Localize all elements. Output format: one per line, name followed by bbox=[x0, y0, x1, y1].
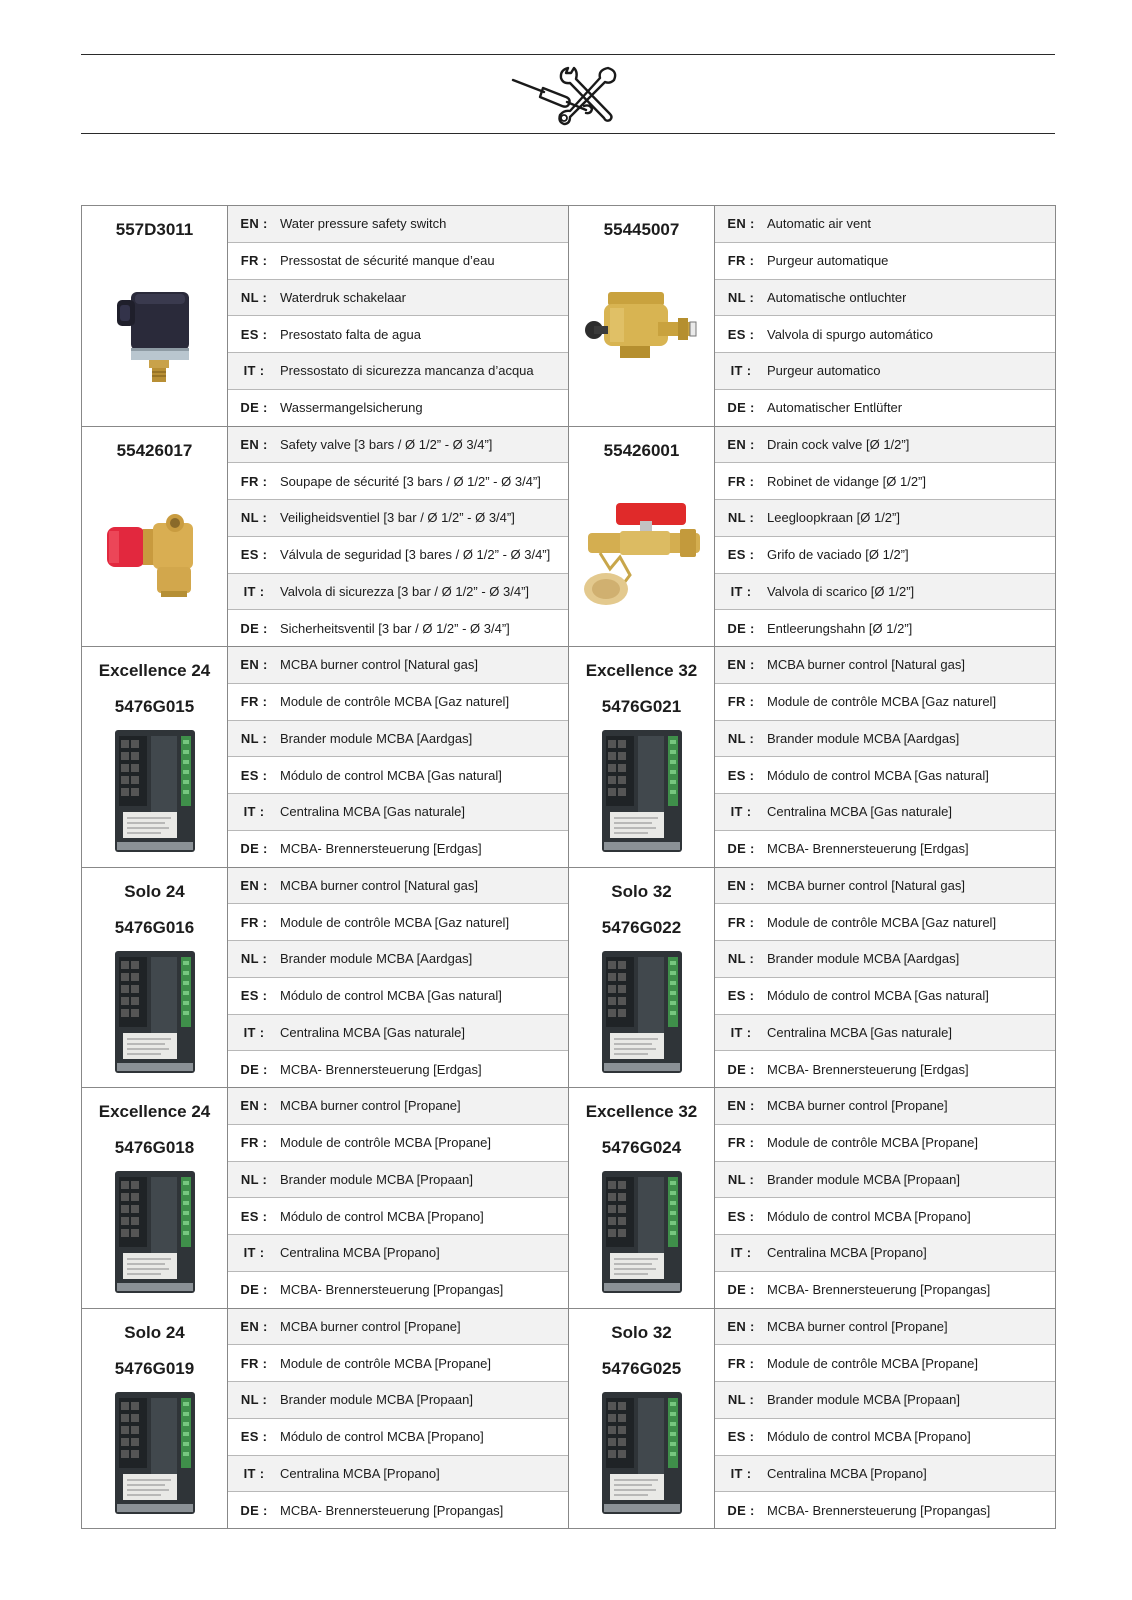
part-number: 5476G018 bbox=[114, 1138, 195, 1157]
translation-row bbox=[228, 610, 568, 646]
language-code: FR : bbox=[727, 694, 755, 710]
translation-list bbox=[715, 1088, 1055, 1308]
part-block bbox=[569, 427, 1056, 648]
translation-row bbox=[715, 721, 1055, 758]
part-description: Waterdruk schakelaar bbox=[280, 289, 406, 305]
translation-list bbox=[228, 647, 568, 867]
translation-list bbox=[228, 868, 568, 1088]
translation-row bbox=[228, 243, 568, 280]
part-block bbox=[569, 1088, 1056, 1309]
translation-row bbox=[715, 868, 1055, 905]
part-cell bbox=[82, 1309, 228, 1529]
control-board-icon bbox=[569, 1382, 714, 1529]
translation-row bbox=[228, 1015, 568, 1052]
safety-valve-icon bbox=[82, 464, 227, 647]
language-code: IT : bbox=[243, 1024, 265, 1040]
translation-row bbox=[715, 684, 1055, 721]
language-code: NL : bbox=[727, 951, 755, 967]
language-code: ES : bbox=[727, 1429, 755, 1445]
language-code: ES : bbox=[727, 767, 755, 783]
part-description: Módulo de control MCBA [Propano] bbox=[767, 1208, 971, 1224]
translation-row bbox=[715, 610, 1055, 646]
part-number: 55445007 bbox=[603, 220, 680, 239]
part-cell bbox=[82, 647, 228, 867]
translation-row bbox=[228, 427, 568, 464]
part-description: Centralina MCBA [Propano] bbox=[280, 1245, 440, 1261]
language-code: NL : bbox=[727, 1171, 755, 1187]
part-description: Brander module MCBA [Propaan] bbox=[280, 1171, 473, 1187]
language-code: EN : bbox=[727, 1098, 755, 1114]
language-code: NL : bbox=[240, 951, 268, 967]
part-description: Centralina MCBA [Gas naturale] bbox=[280, 804, 465, 820]
part-description: MCBA- Brennersteuerung [Propangas] bbox=[767, 1282, 991, 1298]
translation-list bbox=[228, 1309, 568, 1529]
translation-row bbox=[715, 1272, 1055, 1308]
part-block bbox=[82, 206, 569, 427]
part-description: MCBA- Brennersteuerung [Erdgas] bbox=[767, 841, 969, 857]
translation-row bbox=[228, 794, 568, 831]
translation-row bbox=[228, 206, 568, 243]
part-number: 5476G016 bbox=[114, 917, 195, 937]
model-name: Solo 32 bbox=[611, 881, 672, 901]
translation-row bbox=[228, 1162, 568, 1199]
translation-list bbox=[715, 1309, 1055, 1529]
language-code: IT : bbox=[243, 583, 265, 599]
part-description: Brander module MCBA [Aardgas] bbox=[767, 951, 960, 967]
part-description: Brander module MCBA [Aardgas] bbox=[280, 730, 473, 746]
part-description: Brander module MCBA [Propaan] bbox=[280, 1392, 473, 1408]
part-description: MCBA burner control [Natural gas] bbox=[767, 877, 965, 893]
translation-row bbox=[228, 463, 568, 500]
language-code: DE : bbox=[240, 400, 268, 416]
translation-row bbox=[715, 1419, 1055, 1456]
translation-list bbox=[228, 1088, 568, 1308]
language-code: ES : bbox=[240, 767, 268, 783]
control-board-icon bbox=[82, 1382, 227, 1529]
part-description: Módulo de control MCBA [Gas natural] bbox=[280, 988, 502, 1004]
part-description: Módulo de control MCBA [Propano] bbox=[280, 1429, 484, 1445]
part-cell bbox=[569, 206, 715, 426]
language-code: FR : bbox=[727, 914, 755, 930]
translation-row bbox=[715, 1456, 1055, 1493]
translation-row bbox=[715, 1162, 1055, 1199]
language-code: DE : bbox=[240, 1061, 268, 1077]
language-code: ES : bbox=[240, 1208, 268, 1224]
part-description: Veiligheidsventiel [3 bar / Ø 1/2” - Ø 3/4”] bbox=[280, 510, 515, 526]
language-code: FR : bbox=[727, 473, 755, 489]
translation-row bbox=[715, 316, 1055, 353]
language-code: DE : bbox=[240, 1502, 268, 1518]
translation-row bbox=[228, 868, 568, 905]
language-code: FR : bbox=[727, 253, 755, 269]
translation-row bbox=[228, 1419, 568, 1456]
language-code: DE : bbox=[240, 1282, 268, 1298]
part-description: Water pressure safety switch bbox=[280, 216, 447, 232]
part-description: Robinet de vidange [Ø 1/2”] bbox=[767, 473, 926, 489]
language-code: IT : bbox=[730, 804, 752, 820]
language-code: DE : bbox=[240, 620, 268, 636]
translation-row bbox=[228, 1456, 568, 1493]
language-code: IT : bbox=[243, 363, 265, 379]
language-code: EN : bbox=[727, 877, 755, 893]
part-number: 5476G024 bbox=[601, 1138, 682, 1157]
language-code: EN : bbox=[240, 436, 268, 452]
part-description: Safety valve [3 bars / Ø 1/2” - Ø 3/4”] bbox=[280, 436, 493, 452]
model-name: Solo 24 bbox=[124, 881, 185, 901]
translation-row bbox=[228, 1088, 568, 1125]
translation-row bbox=[228, 1198, 568, 1235]
part-description: Leegloopkraan [Ø 1/2”] bbox=[767, 510, 900, 526]
part-number: 5476G021 bbox=[601, 697, 682, 716]
language-code: EN : bbox=[727, 216, 755, 232]
control-board-icon bbox=[82, 1161, 227, 1308]
translation-row bbox=[715, 1125, 1055, 1162]
language-code: ES : bbox=[727, 988, 755, 1004]
language-code: FR : bbox=[240, 694, 268, 710]
part-cell bbox=[82, 868, 228, 1088]
language-code: NL : bbox=[240, 730, 268, 746]
part-cell bbox=[82, 427, 228, 647]
spare-parts-table bbox=[81, 205, 1056, 1529]
language-code: EN : bbox=[727, 1318, 755, 1334]
language-code: FR : bbox=[727, 1355, 755, 1371]
language-code: EN : bbox=[240, 1318, 268, 1334]
language-code: EN : bbox=[240, 877, 268, 893]
translation-row bbox=[228, 941, 568, 978]
part-description: MCBA burner control [Propane] bbox=[280, 1098, 461, 1114]
part-cell bbox=[82, 1088, 228, 1308]
part-description: Module de contrôle MCBA [Gaz naturel] bbox=[280, 694, 510, 710]
pressure-switch-icon bbox=[82, 243, 227, 426]
translation-list bbox=[715, 427, 1055, 647]
part-description: Entleerungshahn [Ø 1/2”] bbox=[767, 620, 913, 636]
translation-row bbox=[228, 1492, 568, 1528]
translation-row bbox=[228, 500, 568, 537]
translation-row bbox=[715, 831, 1055, 867]
part-description: Módulo de control MCBA [Propano] bbox=[767, 1429, 971, 1445]
translation-row bbox=[715, 978, 1055, 1015]
language-code: NL : bbox=[727, 289, 755, 305]
part-description: MCBA burner control [Propane] bbox=[767, 1098, 948, 1114]
language-code: NL : bbox=[727, 730, 755, 746]
control-board-icon bbox=[569, 941, 714, 1088]
translation-row bbox=[228, 1382, 568, 1419]
part-description: Centralina MCBA [Propano] bbox=[280, 1465, 440, 1481]
translation-row bbox=[715, 647, 1055, 684]
part-description: Grifo de vaciado [Ø 1/2”] bbox=[767, 547, 909, 563]
language-code: IT : bbox=[730, 1024, 752, 1040]
translation-row bbox=[715, 1345, 1055, 1382]
header-rule-bottom bbox=[81, 133, 1055, 134]
translation-list bbox=[228, 427, 568, 647]
part-description: Module de contrôle MCBA [Propane] bbox=[767, 1355, 979, 1371]
header-rule-top bbox=[81, 54, 1055, 55]
model-name: Solo 32 bbox=[611, 1322, 672, 1342]
language-code: ES : bbox=[727, 326, 755, 342]
part-description: Module de contrôle MCBA [Gaz naturel] bbox=[767, 694, 997, 710]
part-block bbox=[569, 1309, 1056, 1530]
model-name: Excellence 32 bbox=[585, 1102, 698, 1121]
model-name: Excellence 24 bbox=[98, 661, 211, 680]
part-description: MCBA burner control [Natural gas] bbox=[280, 657, 478, 673]
language-code: IT : bbox=[730, 363, 752, 379]
language-code: NL : bbox=[240, 1171, 268, 1187]
translation-row bbox=[228, 1125, 568, 1162]
part-description: MCBA- Brennersteuerung [Erdgas] bbox=[280, 1061, 482, 1077]
language-code: FR : bbox=[240, 914, 268, 930]
part-number: 55426017 bbox=[116, 440, 193, 460]
language-code: DE : bbox=[727, 1282, 755, 1298]
part-block bbox=[82, 868, 569, 1089]
control-board-icon bbox=[82, 941, 227, 1088]
part-description: Automatische ontluchter bbox=[767, 289, 907, 305]
part-description: Centralina MCBA [Gas naturale] bbox=[280, 1024, 465, 1040]
translation-row bbox=[715, 941, 1055, 978]
part-description: MCBA burner control [Natural gas] bbox=[280, 877, 478, 893]
language-code: FR : bbox=[240, 1135, 268, 1151]
language-code: IT : bbox=[243, 804, 265, 820]
part-description: MCBA- Brennersteuerung [Propangas] bbox=[280, 1282, 504, 1298]
language-code: NL : bbox=[240, 510, 268, 526]
translation-row bbox=[715, 1051, 1055, 1087]
language-code: DE : bbox=[727, 400, 755, 416]
translation-list bbox=[715, 647, 1055, 867]
language-code: NL : bbox=[727, 510, 755, 526]
part-description: Brander module MCBA [Aardgas] bbox=[767, 730, 960, 746]
wrench-screwdriver-icon bbox=[510, 62, 626, 130]
part-description: MCBA burner control [Natural gas] bbox=[767, 657, 965, 673]
language-code: EN : bbox=[240, 1098, 268, 1114]
translation-row bbox=[228, 721, 568, 758]
language-code: EN : bbox=[240, 657, 268, 673]
part-description: Módulo de control MCBA [Gas natural] bbox=[280, 767, 502, 783]
translation-row bbox=[228, 757, 568, 794]
part-block bbox=[82, 1309, 569, 1530]
part-cell bbox=[569, 1309, 715, 1529]
language-code: ES : bbox=[240, 988, 268, 1004]
part-description: MCBA- Brennersteuerung [Erdgas] bbox=[767, 1061, 969, 1077]
language-code: ES : bbox=[240, 1429, 268, 1445]
part-description: Centralina MCBA [Gas naturale] bbox=[767, 1024, 952, 1040]
control-board-icon bbox=[569, 720, 714, 867]
language-code: EN : bbox=[240, 216, 268, 232]
language-code: ES : bbox=[727, 1208, 755, 1224]
part-description: Módulo de control MCBA [Gas natural] bbox=[767, 767, 989, 783]
language-code: DE : bbox=[727, 1061, 755, 1077]
translation-row bbox=[715, 353, 1055, 390]
part-description: Module de contrôle MCBA [Gaz naturel] bbox=[767, 914, 997, 930]
translation-list bbox=[715, 206, 1055, 426]
language-code: DE : bbox=[240, 841, 268, 857]
language-code: FR : bbox=[240, 1355, 268, 1371]
translation-row bbox=[228, 831, 568, 867]
translation-row bbox=[228, 1309, 568, 1346]
translation-row bbox=[715, 1235, 1055, 1272]
language-code: NL : bbox=[727, 1392, 755, 1408]
translation-row bbox=[715, 500, 1055, 537]
part-description: Módulo de control MCBA [Gas natural] bbox=[767, 988, 989, 1004]
part-description: Automatischer Entlüfter bbox=[767, 400, 903, 416]
drain-cock-icon bbox=[569, 464, 714, 647]
part-description: Brander module MCBA [Aardgas] bbox=[280, 951, 473, 967]
translation-row bbox=[715, 463, 1055, 500]
part-cell bbox=[569, 1088, 715, 1308]
language-code: DE : bbox=[727, 1502, 755, 1518]
language-code: DE : bbox=[727, 841, 755, 857]
translation-row bbox=[228, 684, 568, 721]
part-cell bbox=[569, 868, 715, 1088]
part-description: MCBA- Brennersteuerung [Propangas] bbox=[280, 1502, 504, 1518]
translation-row bbox=[228, 537, 568, 574]
translation-row bbox=[228, 978, 568, 1015]
translation-row bbox=[715, 243, 1055, 280]
translation-list bbox=[228, 206, 568, 426]
translation-row bbox=[715, 757, 1055, 794]
control-board-icon bbox=[82, 720, 227, 867]
part-description: Centralina MCBA [Propano] bbox=[767, 1245, 927, 1261]
translation-row bbox=[715, 390, 1055, 426]
translation-row bbox=[715, 427, 1055, 464]
translation-row bbox=[228, 280, 568, 317]
translation-row bbox=[715, 280, 1055, 317]
translation-row bbox=[715, 1088, 1055, 1125]
part-description: Sicherheitsventil [3 bar / Ø 1/2” - Ø 3/4”] bbox=[280, 620, 510, 636]
part-description: Brander module MCBA [Propaan] bbox=[767, 1171, 960, 1187]
part-description: Centralina MCBA [Propano] bbox=[767, 1465, 927, 1481]
part-block bbox=[569, 206, 1056, 427]
language-code: NL : bbox=[240, 1392, 268, 1408]
translation-row bbox=[715, 1492, 1055, 1528]
part-description: Automatic air vent bbox=[767, 216, 872, 232]
translation-row bbox=[228, 1235, 568, 1272]
translation-row bbox=[228, 390, 568, 426]
language-code: ES : bbox=[240, 547, 268, 563]
translation-list bbox=[715, 868, 1055, 1088]
part-description: MCBA- Brennersteuerung [Propangas] bbox=[767, 1502, 991, 1518]
translation-row bbox=[228, 353, 568, 390]
part-number: 557D3011 bbox=[115, 220, 194, 239]
translation-row bbox=[715, 574, 1055, 611]
air-vent-icon bbox=[569, 243, 714, 426]
part-description: Valvola di scarico [Ø 1/2”] bbox=[767, 583, 915, 599]
part-block bbox=[82, 647, 569, 868]
model-name: Solo 24 bbox=[124, 1322, 185, 1342]
language-code: DE : bbox=[727, 620, 755, 636]
model-name: Excellence 24 bbox=[98, 1102, 211, 1121]
part-description: MCBA burner control [Propane] bbox=[280, 1318, 461, 1334]
part-number: 5476G019 bbox=[114, 1358, 195, 1378]
translation-row bbox=[715, 1382, 1055, 1419]
part-description: Module de contrôle MCBA [Propane] bbox=[280, 1135, 492, 1151]
language-code: IT : bbox=[730, 583, 752, 599]
translation-row bbox=[715, 206, 1055, 243]
model-name: Excellence 32 bbox=[585, 661, 698, 680]
translation-row bbox=[715, 904, 1055, 941]
language-code: EN : bbox=[727, 657, 755, 673]
translation-row bbox=[715, 1015, 1055, 1052]
part-block bbox=[82, 1088, 569, 1309]
part-description: Purgeur automatique bbox=[767, 253, 889, 269]
part-description: Drain cock valve [Ø 1/2”] bbox=[767, 436, 910, 452]
translation-row bbox=[228, 574, 568, 611]
part-description: Module de contrôle MCBA [Propane] bbox=[767, 1135, 979, 1151]
part-description: Module de contrôle MCBA [Gaz naturel] bbox=[280, 914, 510, 930]
part-description: Purgeur automatico bbox=[767, 363, 881, 379]
part-block bbox=[569, 647, 1056, 868]
translation-row bbox=[715, 1309, 1055, 1346]
part-description: Wassermangelsicherung bbox=[280, 400, 423, 416]
part-description: Pressostat de sécurité manque d’eau bbox=[280, 253, 495, 269]
translation-row bbox=[228, 904, 568, 941]
part-block bbox=[569, 868, 1056, 1089]
translation-row bbox=[228, 1272, 568, 1308]
translation-row bbox=[228, 316, 568, 353]
part-description: Valvola di sicurezza [3 bar / Ø 1/2” - Ø 3/4”] bbox=[280, 583, 530, 599]
part-number: 55426001 bbox=[603, 440, 680, 460]
translation-row bbox=[228, 1051, 568, 1087]
language-code: ES : bbox=[240, 326, 268, 342]
part-description: Módulo de control MCBA [Propano] bbox=[280, 1208, 484, 1224]
language-code: FR : bbox=[727, 1135, 755, 1151]
language-code: IT : bbox=[730, 1465, 752, 1481]
part-description: MCBA burner control [Propane] bbox=[767, 1318, 948, 1334]
part-description: Brander module MCBA [Propaan] bbox=[767, 1392, 960, 1408]
translation-row bbox=[715, 794, 1055, 831]
part-description: Module de contrôle MCBA [Propane] bbox=[280, 1355, 492, 1371]
part-description: Válvula de seguridad [3 bares / Ø 1/2” - Ø 3/4”] bbox=[280, 547, 551, 563]
part-cell bbox=[569, 647, 715, 867]
part-number: 5476G022 bbox=[601, 917, 682, 937]
language-code: IT : bbox=[730, 1245, 752, 1261]
language-code: IT : bbox=[243, 1465, 265, 1481]
control-board-icon bbox=[569, 1161, 714, 1308]
part-number: 5476G015 bbox=[114, 697, 195, 716]
part-block bbox=[82, 427, 569, 648]
part-description: Centralina MCBA [Gas naturale] bbox=[767, 804, 952, 820]
language-code: NL : bbox=[240, 289, 268, 305]
part-description: MCBA- Brennersteuerung [Erdgas] bbox=[280, 841, 482, 857]
language-code: IT : bbox=[243, 1245, 265, 1261]
part-cell bbox=[82, 206, 228, 426]
part-cell bbox=[569, 427, 715, 647]
language-code: EN : bbox=[727, 436, 755, 452]
part-description: Presostato falta de agua bbox=[280, 326, 421, 342]
part-description: Valvola di spurgo automático bbox=[767, 326, 933, 342]
language-code: FR : bbox=[240, 473, 268, 489]
translation-row bbox=[715, 537, 1055, 574]
language-code: FR : bbox=[240, 253, 268, 269]
part-description: Pressostato di sicurezza mancanza d’acqua bbox=[280, 363, 534, 379]
part-description: Soupape de sécurité [3 bars / Ø 1/2” - Ø 3/4”] bbox=[280, 473, 541, 489]
translation-row bbox=[228, 647, 568, 684]
language-code: ES : bbox=[727, 547, 755, 563]
part-number: 5476G025 bbox=[601, 1358, 682, 1378]
translation-row bbox=[228, 1345, 568, 1382]
translation-row bbox=[715, 1198, 1055, 1235]
